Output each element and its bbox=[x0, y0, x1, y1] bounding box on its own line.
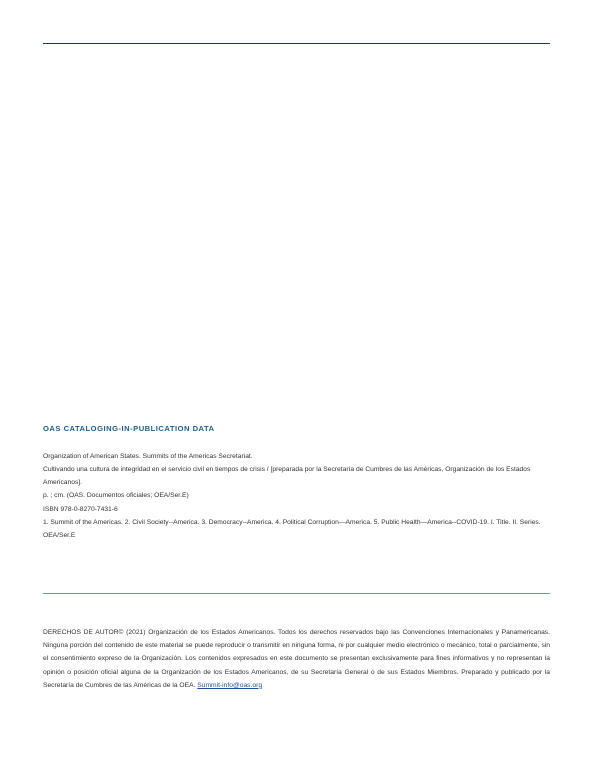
top-divider bbox=[43, 43, 550, 44]
contact-email-link[interactable]: Summit-info@oas.org bbox=[197, 681, 263, 689]
copyright-notice bbox=[43, 626, 550, 692]
cip-subjects: 1. Summit of the Americas. 2. Civil Society--America. 3. Democracy--America. 4. Political Corruption—America. 5. Public Health—America--COVID-19. I. Title. II. Series. bbox=[43, 519, 541, 526]
middle-divider bbox=[43, 593, 550, 594]
cip-author: Organization of American States. Summits of the Americas Secretariat. bbox=[43, 453, 253, 460]
cip-isbn: ISBN 978-0-8270-7431-6 bbox=[43, 506, 118, 513]
cataloging-in-publication-block bbox=[43, 424, 553, 542]
cip-title: Cultivando una cultura de integridad en el servicio civil en tiempos de crisis / [preparada por la Secretaría de Cumbres de las Américas, Organización de los Estados Americanos]. bbox=[43, 466, 531, 486]
cip-heading: OAS CATALOGING-IN-PUBLICATION DATA bbox=[43, 424, 215, 433]
cip-series: OEA/Ser.E bbox=[43, 532, 76, 539]
cip-physical-description: p. ; cm. (OAS. Documentos oficiales; OEA/Ser.E) bbox=[43, 492, 189, 499]
copyright-text: DERECHOS DE AUTOR© (2021) Organización de los Estados Americanos. Todos los derechos reservados bajo las Convenciones Internacionales y Panamericanas. Ninguna porción del contenido de este material se puede reproducir o transmitir en ninguna forma, ni por cualquier medio electrónico o mecánico, total o parcialmente, sin el consentimiento expreso de la Organización. Los contenidos expresados en este documento se presentan exclusivamente para fines informativos y no representan la opinión o posición oficial alguna de la Organización de los Estados Americanos, de su Secretaría General o de sus Estados Miembros. Preparado y publicado por la Secretaría de Cumbres de las Américas de la OEA. bbox=[43, 629, 550, 689]
